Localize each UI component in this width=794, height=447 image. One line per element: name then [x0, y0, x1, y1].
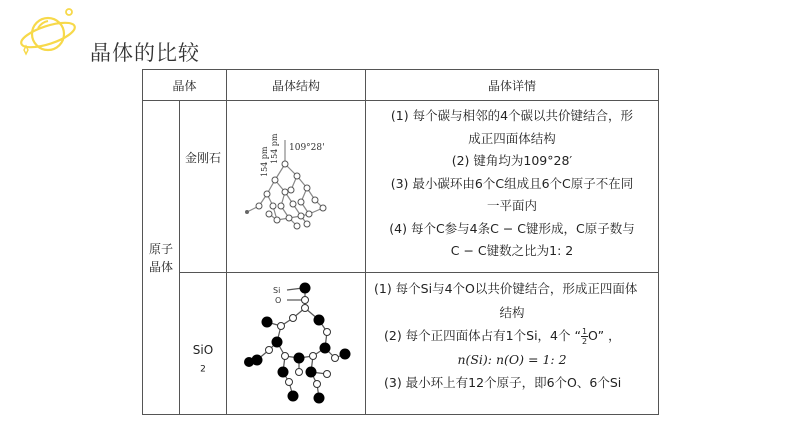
page-title: 晶体的比较: [90, 41, 200, 65]
planet-logo-icon: [14, 2, 78, 60]
bond-length-label-a: 154 pm: [260, 146, 269, 177]
diamond-detail-line: 成正四面体结构: [468, 130, 556, 146]
category-atomic-crystal: [143, 101, 180, 415]
header-details: 晶体详情: [366, 70, 659, 101]
diamond-detail-line: (4) 每个C参与4条C − C键形成，C原子数与: [389, 220, 635, 236]
si-legend-label: Si: [273, 285, 281, 295]
sio2-structure-diagram: [227, 274, 365, 414]
table-header-row: [143, 70, 659, 101]
diamond-details: [366, 101, 659, 273]
bond-length-label-b: 154 pm: [270, 133, 279, 164]
half-fraction: $\frac{1}{2}$: [581, 327, 588, 347]
diamond-detail-line: (1) 每个碳与相邻的4个碳以共价键结合，形: [390, 108, 634, 123]
row-name-diamond: [180, 101, 227, 273]
sio2-detail-line: 结构: [499, 304, 525, 320]
sio2-detail-line-fraction: (2) 每个正四面体占有1个Si，4个 “ $\frac{1}{2}$ O” ，: [384, 327, 621, 347]
header-structure: 晶体结构: [227, 70, 366, 101]
diamond-detail-line: C − C键数之比为1: 2: [450, 243, 574, 258]
diamond-detail-line: (2) 键角均为109°28′: [451, 153, 573, 168]
row-name-sio2: [180, 273, 227, 415]
sio2-ratio-line: n(Si): n(O) = 1: 2: [457, 351, 567, 367]
header-crystal: 晶体: [143, 70, 227, 101]
sio2-detail-line: (1) 每个Si与4个O以共价键结合，形成正四面体: [374, 281, 638, 297]
sio2-name: SiO $_2$: [192, 343, 214, 375]
sio2-detail-line: (3) 最小环上有12个原子，即6个O、6个Si: [384, 375, 622, 391]
diamond-detail-line: (3) 最小碳环由6个C组成且6个C原子不在同: [390, 175, 634, 191]
diamond-structure-diagram: [227, 102, 365, 272]
diamond-name: 金刚石: [184, 151, 221, 165]
category-label: 原子 晶体: [148, 241, 173, 274]
bond-angle-label: 109°28': [289, 142, 325, 153]
sio2-structure-cell: [227, 273, 366, 415]
o-legend-label: O: [275, 295, 282, 305]
sio2-details: [366, 273, 659, 415]
table-row-diamond: [143, 101, 659, 273]
table-row-sio2: [143, 273, 659, 415]
diamond-detail-line: 一平面内: [486, 198, 537, 213]
crystal-comparison-table: [142, 69, 659, 415]
diamond-structure-cell: [227, 101, 366, 273]
